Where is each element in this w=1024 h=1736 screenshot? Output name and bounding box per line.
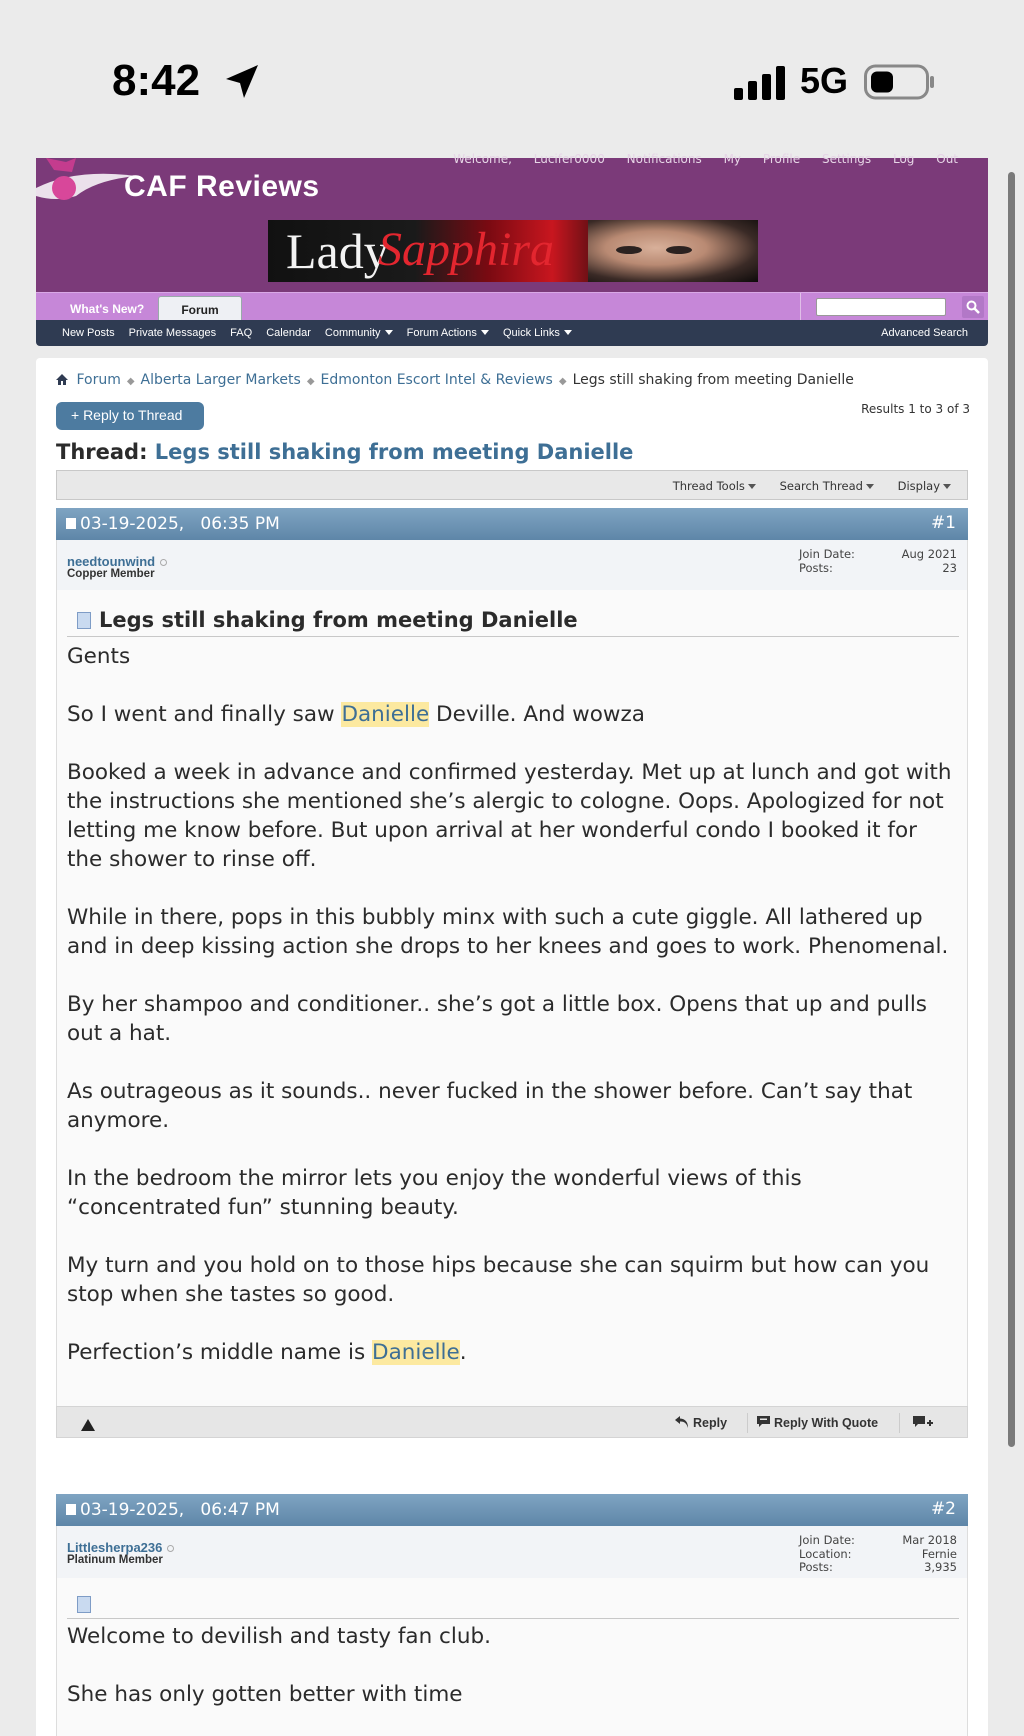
join-date-label: Join Date: xyxy=(799,1533,855,1547)
post-title xyxy=(77,1592,99,1616)
document-icon xyxy=(77,612,91,629)
post-date-day: 03-19-2025, xyxy=(80,514,185,534)
reply-to-thread-button[interactable]: + Reply to Thread xyxy=(56,402,204,430)
site-logo-icon[interactable] xyxy=(36,158,136,208)
subnav-forum-actions[interactable] xyxy=(407,327,489,339)
multi-quote-icon xyxy=(913,1416,933,1430)
reply-with-quote-label: Reply With Quote xyxy=(774,1416,879,1430)
advertisement-banner[interactable] xyxy=(268,220,758,282)
message-paragraph xyxy=(67,1338,959,1367)
location-arrow-icon xyxy=(222,62,262,102)
subnav-private-messages[interactable]: Private Messages xyxy=(128,327,217,339)
breadcrumb-separator-icon: ◆ xyxy=(306,376,315,387)
join-date-value: Aug 2021 xyxy=(901,547,957,561)
page-scrollbar[interactable] xyxy=(1008,172,1015,1447)
message-paragraph: By her shampoo and conditioner.. she’s got a little box. Opens that up and pulls out a hat. xyxy=(67,992,927,1046)
message-paragraph xyxy=(67,700,959,729)
user-stats xyxy=(799,1534,957,1575)
post-header xyxy=(56,1494,968,1526)
search-input[interactable] xyxy=(816,298,946,316)
chevron-down-icon xyxy=(748,484,756,489)
banner-portrait xyxy=(588,220,758,282)
message-paragraph: Booked a week in advance and confirmed yesterday. Met up at lunch and got with the instructions she mentioned she’s alergic to cologne. Oops. Apologized for not letting me know before. But upon arrival at her wonderful condo I booked it for the shower to rinse off. xyxy=(67,760,952,872)
post-header xyxy=(56,508,968,540)
sub-navigation xyxy=(36,320,988,346)
post-title-text: Legs still shaking from meeting Danielle xyxy=(99,608,578,632)
subnav-quick-links[interactable] xyxy=(503,327,572,339)
thread-toolbar xyxy=(56,470,968,500)
site-name[interactable]: CAF Reviews xyxy=(124,170,320,203)
breadcrumb-current: Legs still shaking from meeting Danielle xyxy=(572,372,854,388)
username-link[interactable]: Littlesherpa236 xyxy=(67,1540,163,1555)
network-type: 5G xyxy=(800,60,849,101)
message-paragraph: In the bedroom the mirror lets you enjoy the wonderful views of this “concentrated fun” stunning beauty. xyxy=(67,1166,802,1220)
message-text: . xyxy=(459,1340,467,1365)
reply-with-quote-button[interactable] xyxy=(757,1416,878,1430)
subnav-quick-links-label: Quick Links xyxy=(502,327,560,339)
username-link[interactable]: needtounwind xyxy=(67,554,156,569)
site-header xyxy=(36,152,988,292)
user-top-links[interactable]: Welcome, Lucifer0000 Notifications My Profile Settings Log Out xyxy=(453,152,958,166)
post-date-time: 06:35 PM xyxy=(200,514,280,534)
banner-text-sapphira: Sapphira xyxy=(378,223,555,276)
page-title xyxy=(56,440,633,464)
quote-icon xyxy=(757,1416,770,1428)
status-time: 8:42 xyxy=(112,56,201,105)
footer-divider xyxy=(899,1413,900,1433)
search-icon xyxy=(966,300,980,314)
chevron-down-icon xyxy=(385,330,393,335)
highlighted-search-term: Danielle xyxy=(372,1340,460,1365)
subnav-new-posts[interactable]: New Posts xyxy=(62,327,115,339)
tab-whats-new[interactable]: What's New? xyxy=(70,302,145,316)
post-message xyxy=(67,642,959,1396)
subnav-forum-actions-label: Forum Actions xyxy=(406,327,477,339)
banner-text-lady: Lady xyxy=(286,223,389,279)
subnav-calendar[interactable]: Calendar xyxy=(266,327,311,339)
post-body xyxy=(56,1578,968,1736)
post-user-info xyxy=(56,1526,968,1578)
posts-value: 3,935 xyxy=(924,1560,957,1574)
message-paragraph: Welcome to devilish and tasty fan club. xyxy=(67,1624,491,1649)
advanced-search-link[interactable]: Advanced Search xyxy=(881,327,968,339)
offline-status-icon xyxy=(160,559,167,566)
thread-prefix: Thread: xyxy=(56,440,148,464)
nav-divider xyxy=(800,293,801,321)
user-stats xyxy=(799,548,957,575)
chevron-down-icon xyxy=(564,330,572,335)
reply-label: Reply xyxy=(693,1416,728,1430)
document-icon xyxy=(77,1596,91,1613)
post-divider xyxy=(67,636,959,637)
multi-quote-button[interactable] xyxy=(913,1416,933,1433)
breadcrumb-separator-icon: ◆ xyxy=(126,376,135,387)
subnav-community-label: Community xyxy=(324,327,381,339)
nav-tabs xyxy=(36,292,988,320)
thread-title-link[interactable]: Legs still shaking from meeting Danielle xyxy=(154,440,634,464)
post-date-day: 03-19-2025, xyxy=(80,1500,185,1520)
display-label: Display xyxy=(897,479,940,493)
message-text: So I went and finally saw xyxy=(67,702,335,727)
post-number-link[interactable]: #2 xyxy=(930,1499,956,1519)
status-bar xyxy=(0,0,1024,158)
location-label: Location: xyxy=(799,1546,852,1561)
search-button[interactable] xyxy=(962,296,984,318)
thread-tools-menu[interactable] xyxy=(673,479,756,493)
message-paragraph: My turn and you hold on to those hips because she can squirm but how can you stop when she tastes so good. xyxy=(67,1253,930,1307)
forum-page xyxy=(36,152,988,1736)
message-paragraph: As outrageous as it sounds.. never fucked in the shower before. Can’t say that anymore. xyxy=(67,1079,913,1133)
breadcrumb-edmonton[interactable]: Edmonton Escort Intel & Reviews xyxy=(320,372,553,388)
user-rank: Platinum Member xyxy=(67,1554,163,1566)
cellular-signal-icon xyxy=(734,66,786,100)
reply-button[interactable] xyxy=(675,1416,727,1430)
battery-icon xyxy=(864,64,936,100)
join-date-value: Mar 2018 xyxy=(902,1533,957,1547)
report-post-icon[interactable] xyxy=(81,1419,95,1431)
breadcrumb-alberta[interactable]: Alberta Larger Markets xyxy=(140,372,301,388)
breadcrumb xyxy=(56,372,854,388)
home-icon[interactable] xyxy=(56,374,68,385)
reply-arrow-icon xyxy=(675,1416,689,1428)
thread-tools-label: Thread Tools xyxy=(672,479,745,493)
breadcrumb-forum[interactable]: Forum xyxy=(76,372,121,388)
post-body xyxy=(56,590,968,1406)
display-menu[interactable] xyxy=(898,479,951,493)
join-date-label: Join Date: xyxy=(799,547,855,561)
message-text: Perfection’s middle name is xyxy=(67,1340,366,1365)
user-rank: Copper Member xyxy=(67,568,155,580)
post-divider xyxy=(67,1618,959,1619)
message-paragraph: Gents xyxy=(67,644,131,669)
main-content xyxy=(36,358,988,1736)
post-date xyxy=(66,514,280,534)
search-thread-label: Search Thread xyxy=(779,479,863,493)
message-paragraph: She has only gotten better with time xyxy=(67,1682,463,1707)
results-count: Results 1 to 3 of 3 xyxy=(861,402,970,416)
post-date xyxy=(66,1500,280,1520)
offline-status-icon xyxy=(167,1545,174,1552)
post-number-link[interactable]: #1 xyxy=(930,513,956,533)
subnav-community[interactable] xyxy=(325,327,393,339)
posts-label: Posts: xyxy=(799,560,833,575)
username-wrap xyxy=(67,554,167,569)
search-thread-menu[interactable] xyxy=(780,479,874,493)
location-value: Fernie xyxy=(921,1546,957,1561)
breadcrumb-separator-icon: ◆ xyxy=(558,376,567,387)
subnav-faq[interactable]: FAQ xyxy=(230,327,253,339)
chevron-down-icon xyxy=(866,484,874,489)
post-user-info xyxy=(56,540,968,590)
posts-value: 23 xyxy=(942,560,957,575)
tab-forum[interactable]: Forum xyxy=(158,296,242,321)
post-title xyxy=(77,608,578,632)
username-wrap xyxy=(67,1540,174,1555)
post-message xyxy=(67,1622,959,1736)
highlighted-search-term: Danielle xyxy=(341,702,430,727)
message-paragraph: While in there, pops in this bubbly minx with such a cute giggle. All lathered up and in deep kissing action she drops to her knees and goes to work. Phenomenal. xyxy=(67,905,949,959)
post-date-time: 06:47 PM xyxy=(200,1500,280,1520)
posts-label: Posts: xyxy=(799,1560,833,1574)
post-footer xyxy=(56,1406,968,1438)
message-text: Deville. And wowza xyxy=(436,702,645,727)
chevron-down-icon xyxy=(943,484,951,489)
chevron-down-icon xyxy=(481,330,489,335)
footer-divider xyxy=(747,1413,748,1433)
